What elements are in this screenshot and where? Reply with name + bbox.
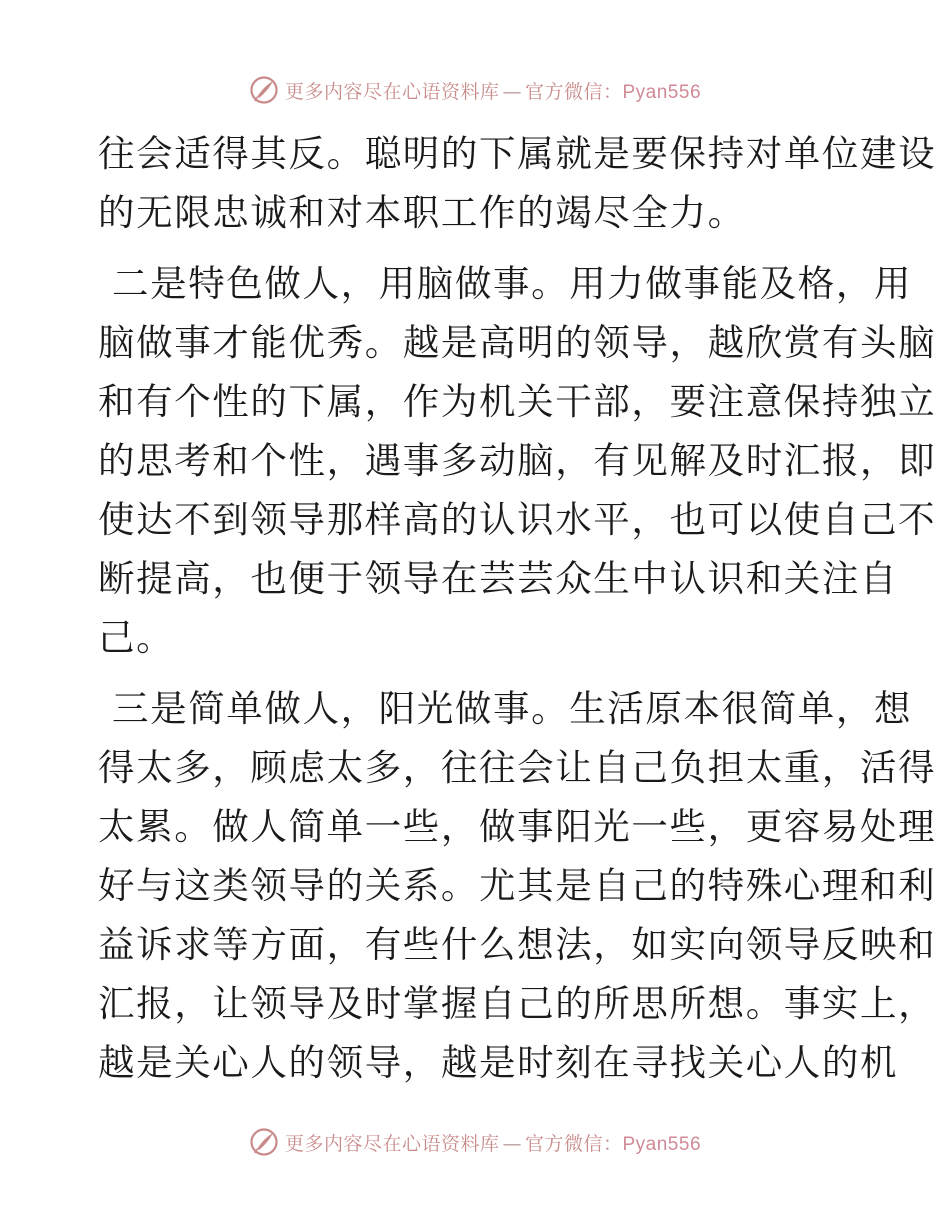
paragraph-1 [98,124,937,242]
watermark-text [285,77,701,104]
text-line: 和有个性的下属，作为机关干部，要注意保持独立 [98,380,937,423]
text-line: 益诉求等方面，有些什么想法，如实向领导反映和 [98,923,937,966]
quill-logo-icon [249,75,279,105]
text-line: 的思考和个性，遇事多动脑，有见解及时汇报，即 [98,439,937,482]
text-line: 得太多，顾虑太多，往往会让自己负担太重，活得 [98,746,937,789]
text-line: 二是特色做人，用脑做事。用力做事能及格，用 [112,262,913,305]
text-line: 脑做事才能优秀。越是高明的领导，越欣赏有头脑 [98,321,937,364]
watermark-separator: — [502,1132,522,1155]
watermark-account: Pyan556 [622,1133,702,1155]
watermark-title: 更多内容尽在心语资料库 [284,80,500,103]
text-line: 断提高，也便于领导在芸芸众生中认识和关注自 [98,557,899,600]
header-watermark [0,70,950,110]
text-line: 三是简单做人，阳光做事。生活原本很简单，想 [112,687,913,730]
watermark-account: Pyan556 [622,81,702,103]
paragraph-3 [98,679,937,1092]
watermark-separator: — [502,80,522,103]
footer-watermark [0,1122,950,1162]
text-line: 太累。做人简单一些，做事阳光一些，更容易处理 [98,805,937,848]
watermark-suffix: 官方微信： [524,80,623,103]
paragraph-2 [98,254,937,667]
watermark-text [285,1129,701,1156]
watermark-title: 更多内容尽在心语资料库 [284,1132,500,1155]
text-line: 的无限忠诚和对本职工作的竭尽全力。 [98,191,746,234]
text-line: 越是关心人的领导，越是时刻在寻找关心人的机 [98,1041,899,1084]
document-body [98,124,937,1092]
text-line: 往会适得其反。聪明的下属就是要保持对单位建设 [98,132,937,175]
quill-logo-icon [249,1127,279,1157]
text-line: 己。 [98,616,175,659]
text-line: 汇报，让领导及时掌握自己的所思所想。事实上， [98,982,937,1025]
watermark-suffix: 官方微信： [524,1132,623,1155]
text-line: 使达不到领导那样高的认识水平，也可以使自己不 [98,498,937,541]
text-line: 好与这类领导的关系。尤其是自己的特殊心理和利 [98,864,937,907]
